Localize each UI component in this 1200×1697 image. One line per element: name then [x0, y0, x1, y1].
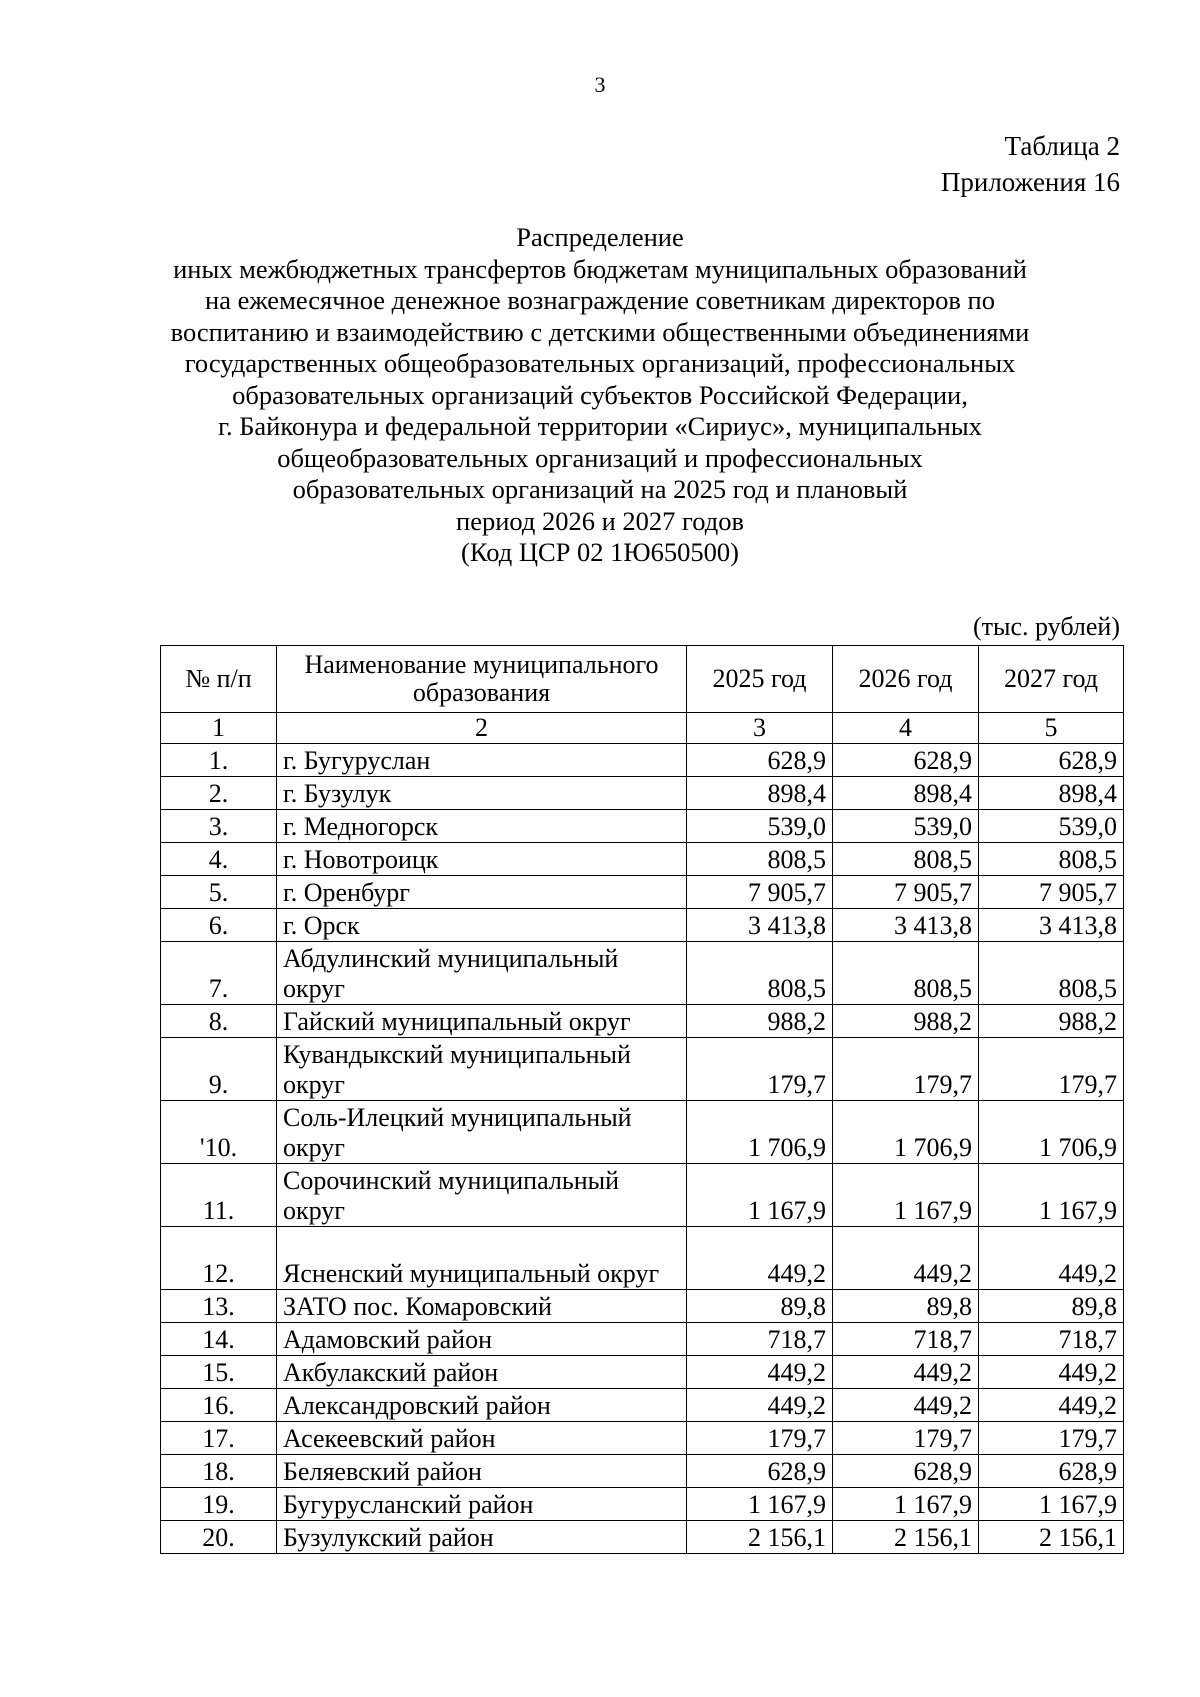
value-2027: 539,0: [979, 810, 1124, 843]
row-number: 8.: [161, 1005, 277, 1038]
title-line: воспитанию и взаимодействию с детскими общественными объединениями: [170, 316, 1030, 347]
value-2025: 628,9: [687, 744, 833, 777]
row-number: '10.: [161, 1101, 277, 1164]
row-number: 1.: [161, 744, 277, 777]
municipality-name: Акбулакский район: [277, 1356, 687, 1389]
value-2025: 89,8: [687, 1290, 833, 1323]
municipality-name: г. Бузулук: [277, 777, 687, 810]
header-num: № п/п: [161, 646, 277, 713]
table-row: [161, 1101, 1124, 1164]
municipality-name: г. Оренбург: [277, 876, 687, 909]
value-2025: 179,7: [687, 1422, 833, 1455]
municipality-name: Гайский муниципальный округ: [277, 1005, 687, 1038]
title-line: на ежемесячное денежное вознаграждение советникам директоров по: [205, 285, 995, 315]
value-2027: 808,5: [979, 942, 1124, 1005]
row-number: 7.: [161, 942, 277, 1005]
title-line: Распределение: [516, 222, 684, 252]
value-2025: 449,2: [687, 1389, 833, 1422]
document-title: [150, 222, 1050, 569]
municipality-name: ЗАТО пос. Комаровский: [277, 1290, 687, 1323]
column-number: 1: [161, 713, 277, 744]
table-header-row: [161, 646, 1124, 713]
title-line: иных межбюджетных трансфертов бюджетам муниципальных образований: [173, 253, 1027, 284]
municipality-name: Кувандыкский муниципальный округ: [277, 1038, 687, 1101]
value-2027: 7 905,7: [979, 876, 1124, 909]
value-2026: 449,2: [833, 1389, 979, 1422]
column-number: 3: [687, 713, 833, 744]
table-row: [161, 843, 1124, 876]
value-2025: 808,5: [687, 843, 833, 876]
value-2027: 2 156,1: [979, 1521, 1124, 1554]
municipality-name: г. Новотроицк: [277, 843, 687, 876]
municipality-name: Бузулукский район: [277, 1521, 687, 1554]
value-2027: 179,7: [979, 1038, 1124, 1101]
table-row: [161, 1005, 1124, 1038]
value-2026: 89,8: [833, 1290, 979, 1323]
value-2026: 718,7: [833, 1323, 979, 1356]
row-number: 20.: [161, 1521, 277, 1554]
row-number: 18.: [161, 1455, 277, 1488]
value-2027: 1 167,9: [979, 1488, 1124, 1521]
value-2026: 3 413,8: [833, 909, 979, 942]
value-2025: 449,2: [687, 1356, 833, 1389]
title-line: образовательных организаций субъектов Российской Федерации,: [232, 379, 968, 410]
value-2026: 1 167,9: [833, 1488, 979, 1521]
value-2027: 3 413,8: [979, 909, 1124, 942]
value-2027: 449,2: [979, 1356, 1124, 1389]
value-2026: 449,2: [833, 1356, 979, 1389]
municipality-name: Абдулинский муниципальный округ: [277, 942, 687, 1005]
row-number: 11.: [161, 1164, 277, 1227]
municipality-name: Бугурусланский район: [277, 1488, 687, 1521]
value-2027: 89,8: [979, 1290, 1124, 1323]
column-number: 5: [979, 713, 1124, 744]
title-line: г. Байконура и федеральной территории «Сириус», муниципальных: [218, 411, 982, 441]
table-row: [161, 909, 1124, 942]
row-number: 19.: [161, 1488, 277, 1521]
row-number: 14.: [161, 1323, 277, 1356]
municipality-name: Ясненский муниципальный округ: [277, 1227, 687, 1290]
page-number: 3: [594, 72, 606, 97]
units-label: (тыс. рублей): [972, 612, 1120, 641]
municipality-name: г. Орск: [277, 909, 687, 942]
value-2026: 1 706,9: [833, 1101, 979, 1164]
table-row: [161, 1521, 1124, 1554]
value-2027: 1 706,9: [979, 1101, 1124, 1164]
value-2027: 988,2: [979, 1005, 1124, 1038]
value-2025: 808,5: [687, 942, 833, 1005]
header-2026: 2026 год: [833, 646, 979, 713]
value-2025: 179,7: [687, 1038, 833, 1101]
table-caption-line: Таблица 2: [1004, 131, 1120, 161]
table-row: [161, 810, 1124, 843]
title-line: (Код ЦСР 02 1Ю650500): [461, 537, 739, 567]
value-2026: 988,2: [833, 1005, 979, 1038]
value-2026: 179,7: [833, 1422, 979, 1455]
header-2025: 2025 год: [687, 646, 833, 713]
row-number: 4.: [161, 843, 277, 876]
table-row: [161, 1389, 1124, 1422]
value-2026: 628,9: [833, 1455, 979, 1488]
value-2025: 628,9: [687, 1455, 833, 1488]
value-2027: 449,2: [979, 1227, 1124, 1290]
value-2026: 898,4: [833, 777, 979, 810]
value-2025: 898,4: [687, 777, 833, 810]
title-line: общеобразовательных организаций и профессиональных: [277, 442, 923, 473]
table-row: [161, 777, 1124, 810]
table-row: [161, 1422, 1124, 1455]
value-2025: 449,2: [687, 1227, 833, 1290]
distribution-table: [160, 645, 1124, 1554]
value-2026: 2 156,1: [833, 1521, 979, 1554]
row-number: 9.: [161, 1038, 277, 1101]
row-number: 3.: [161, 810, 277, 843]
value-2027: 179,7: [979, 1422, 1124, 1455]
row-number: 5.: [161, 876, 277, 909]
value-2025: 988,2: [687, 1005, 833, 1038]
row-number: 15.: [161, 1356, 277, 1389]
row-number: 2.: [161, 777, 277, 810]
header-name: Наименование муниципального образования: [277, 646, 687, 713]
value-2025: 539,0: [687, 810, 833, 843]
value-2025: 718,7: [687, 1323, 833, 1356]
table-row: [161, 1356, 1124, 1389]
value-2026: 449,2: [833, 1227, 979, 1290]
value-2026: 808,5: [833, 942, 979, 1005]
table-row: [161, 942, 1124, 1005]
municipality-name: Адамовский район: [277, 1323, 687, 1356]
row-number: 16.: [161, 1389, 277, 1422]
column-number-row: [161, 713, 1124, 744]
value-2026: 539,0: [833, 810, 979, 843]
value-2026: 628,9: [833, 744, 979, 777]
municipality-name: Беляевский район: [277, 1455, 687, 1488]
value-2026: 808,5: [833, 843, 979, 876]
value-2027: 628,9: [979, 744, 1124, 777]
municipality-name: Александровский район: [277, 1389, 687, 1422]
table-caption: [941, 128, 1120, 200]
value-2027: 808,5: [979, 843, 1124, 876]
value-2026: 7 905,7: [833, 876, 979, 909]
value-2026: 1 167,9: [833, 1164, 979, 1227]
municipality-name: Соль-Илецкий муниципальный округ: [277, 1101, 687, 1164]
column-number: 4: [833, 713, 979, 744]
municipality-name: Асекеевский район: [277, 1422, 687, 1455]
column-number: 2: [277, 713, 687, 744]
table-row: [161, 1323, 1124, 1356]
title-line: период 2026 и 2027 годов: [456, 505, 744, 536]
row-number: 12.: [161, 1227, 277, 1290]
value-2027: 718,7: [979, 1323, 1124, 1356]
table-row: [161, 1488, 1124, 1521]
value-2025: 1 167,9: [687, 1164, 833, 1227]
value-2027: 449,2: [979, 1389, 1124, 1422]
row-number: 17.: [161, 1422, 277, 1455]
value-2026: 179,7: [833, 1038, 979, 1101]
title-line: образовательных организаций на 2025 год и плановый: [292, 474, 908, 504]
value-2025: 7 905,7: [687, 876, 833, 909]
table-row: [161, 1455, 1124, 1488]
value-2025: 1 167,9: [687, 1488, 833, 1521]
municipality-name: г. Бугуруслан: [277, 744, 687, 777]
value-2027: 628,9: [979, 1455, 1124, 1488]
table-row: [161, 1164, 1124, 1227]
row-number: 6.: [161, 909, 277, 942]
municipality-name: г. Медногорск: [277, 810, 687, 843]
table-row: [161, 876, 1124, 909]
row-number: 13.: [161, 1290, 277, 1323]
value-2025: 3 413,8: [687, 909, 833, 942]
title-line: государственных общеобразовательных организаций, профессиональных: [184, 348, 1016, 378]
table-row: [161, 1038, 1124, 1101]
value-2025: 1 706,9: [687, 1101, 833, 1164]
table-row: [161, 1227, 1124, 1290]
table-caption-line: Приложения 16: [940, 167, 1120, 197]
table-row: [161, 1290, 1124, 1323]
table-row: [161, 744, 1124, 777]
value-2027: 1 167,9: [979, 1164, 1124, 1227]
value-2027: 898,4: [979, 777, 1124, 810]
municipality-name: Сорочинский муниципальный округ: [277, 1164, 687, 1227]
value-2025: 2 156,1: [687, 1521, 833, 1554]
header-2027: 2027 год: [979, 646, 1124, 713]
